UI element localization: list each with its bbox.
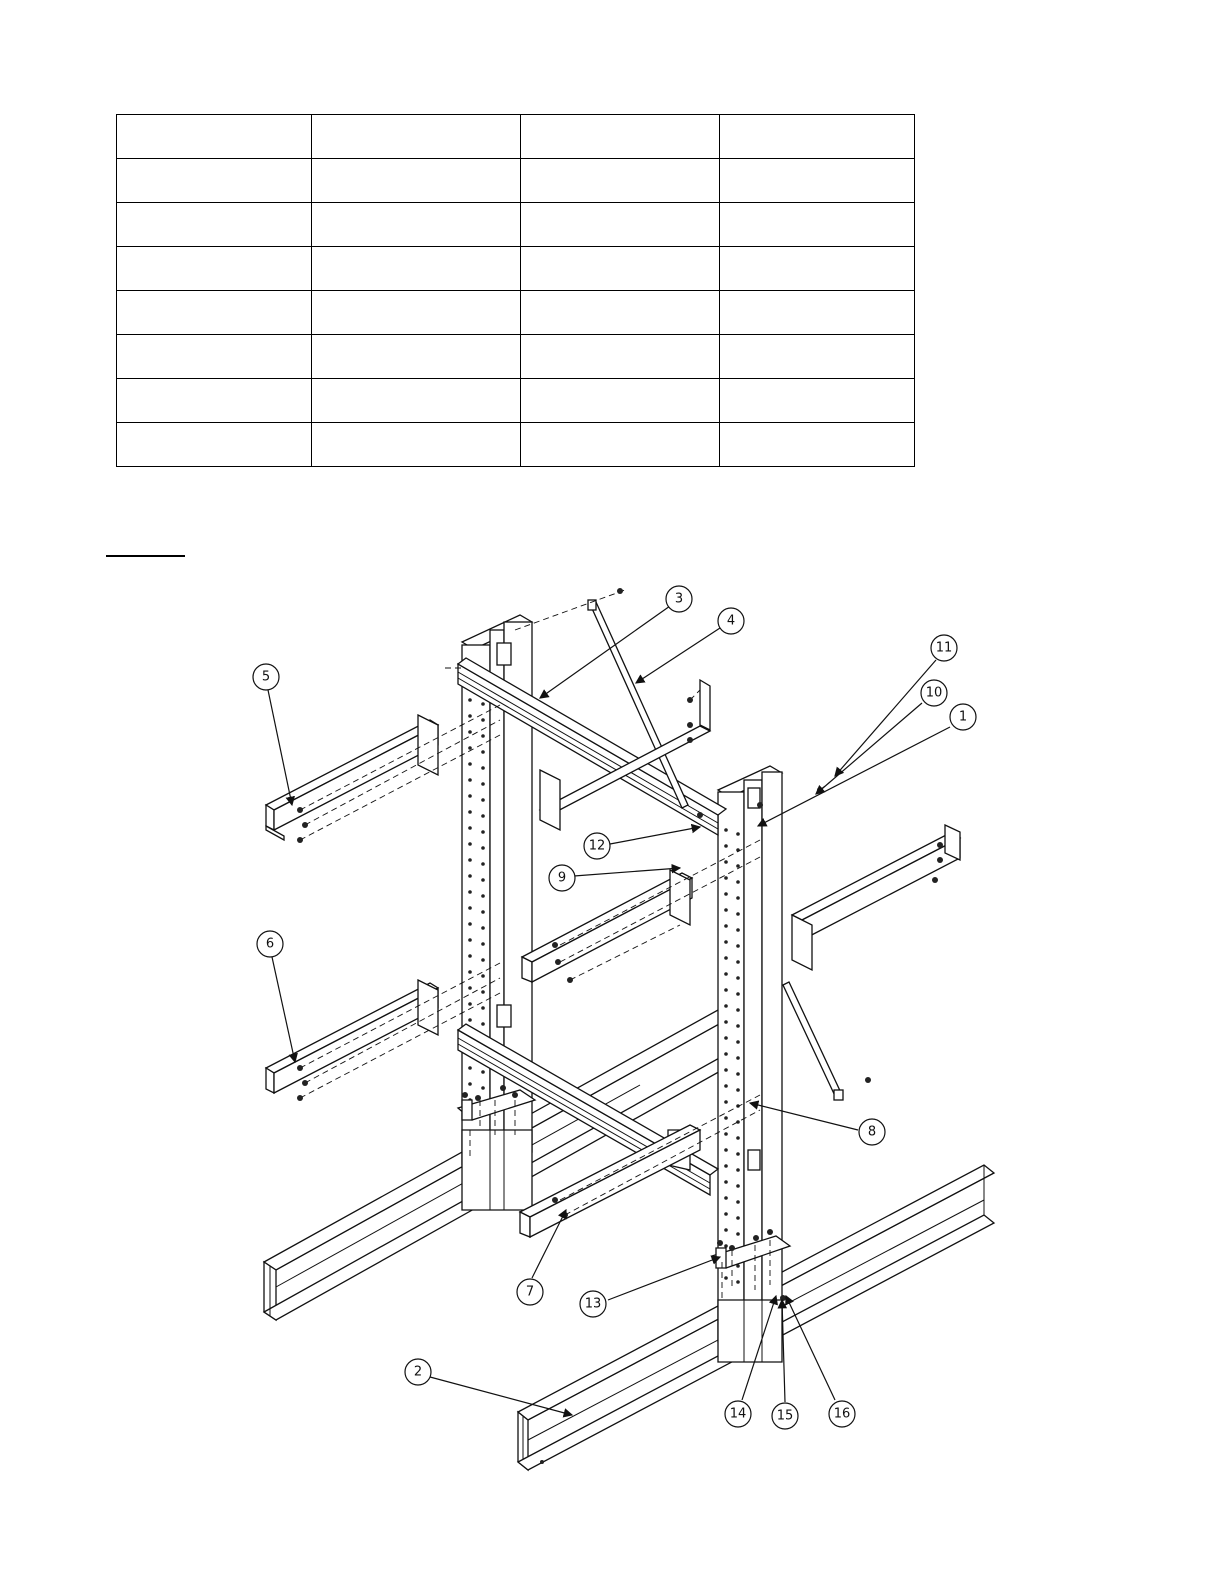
column-hole [736,976,740,980]
column-hole [724,1116,728,1120]
bolt-head [617,588,623,594]
bolt-head [757,802,763,808]
item-balloon-11 [931,635,957,661]
column-hole [468,714,472,718]
column-hole [724,972,728,976]
bolt-head [500,1085,506,1091]
column-hole [736,1216,740,1220]
column-hole [736,944,740,948]
bolt-head [687,697,693,703]
column-hole [468,762,472,766]
column-hole [481,878,485,882]
bolt-head [552,942,558,948]
table-cell [312,159,521,203]
table-cell [312,379,521,423]
bolt-head [297,1065,303,1071]
bolt-head [729,1245,735,1251]
column-hole [736,928,740,932]
column-hole [468,1066,472,1070]
bolt-head [552,1197,558,1203]
column-hole [468,954,472,958]
column-hole [481,846,485,850]
bolt-head [512,1092,518,1098]
column-hole [724,940,728,944]
bolt-head [297,837,303,843]
column-hole [736,864,740,868]
svg-text:10: 10 [925,685,943,701]
column-hole [736,832,740,836]
svg-text:13: 13 [584,1296,602,1312]
arm-center [522,870,692,982]
svg-text:12: 12 [588,838,606,854]
svg-text:15: 15 [776,1408,794,1424]
column-hole [468,906,472,910]
column-hole [736,1056,740,1060]
svg-text:1: 1 [958,709,968,725]
svg-text:14: 14 [729,1406,747,1422]
svg-text:7: 7 [525,1284,535,1300]
column-hole [724,876,728,880]
column-hole [724,1212,728,1216]
column-hole [724,828,728,832]
column-hole [468,810,472,814]
svg-text:11: 11 [935,640,953,656]
column-hole [481,1006,485,1010]
table-cell [720,247,915,291]
column-hole [481,782,485,786]
bolt-head [697,812,703,818]
column-hole [736,1120,740,1124]
column-hole [468,1082,472,1086]
item-balloon-5 [253,664,279,690]
column-hole [736,1280,740,1284]
column-hole [481,766,485,770]
bolt-head [462,1092,468,1098]
column-hole [736,1200,740,1204]
table-row [117,159,915,203]
column-hole [481,1022,485,1026]
bolt-head [932,877,938,883]
table-cell [521,335,720,379]
column-hole [724,1020,728,1024]
arm-upper-left [266,715,438,840]
bolt-head [475,1095,481,1101]
column-right [718,766,782,1362]
column-hole [481,1070,485,1074]
item-balloon-16 [829,1401,855,1427]
column-hole [724,1228,728,1232]
table-cell [312,291,521,335]
column-hole [736,1072,740,1076]
column-hole [736,1168,740,1172]
table-cell [117,159,312,203]
column-hole [481,862,485,866]
table-cell [117,247,312,291]
table-row [117,335,915,379]
column-hole [736,1184,740,1188]
column-hole [481,974,485,978]
table-cell [312,423,521,467]
column-hole [724,1084,728,1088]
column-hole [724,988,728,992]
column-hole [468,698,472,702]
column-hole [724,1180,728,1184]
table-cell [521,291,720,335]
item-balloon-12 [584,833,610,859]
column-hole [736,960,740,964]
column-hole [724,860,728,864]
table-cell [117,335,312,379]
table-cell [117,115,312,159]
diagonal-brace-lower [783,982,843,1100]
column-hole [724,1196,728,1200]
table-cell [117,203,312,247]
bolt-head [753,1235,759,1241]
column-hole [468,970,472,974]
item-balloon-14 [725,1401,751,1427]
column-hole [481,942,485,946]
table-cell [720,159,915,203]
bolt-head [567,977,573,983]
column-hole [468,890,472,894]
column-hole [736,1232,740,1236]
table-cell [720,335,915,379]
column-hole [736,1040,740,1044]
column-hole [736,1152,740,1156]
item-balloon-8 [859,1119,885,1145]
table-cell [720,423,915,467]
item-balloon-6 [257,931,283,957]
table-row [117,291,915,335]
table-cell [117,379,312,423]
bolt-head [937,842,943,848]
column-hole [724,1132,728,1136]
item-balloon-2 [405,1359,431,1385]
bolt-head [687,722,693,728]
column-hole [468,730,472,734]
column-hole [481,1086,485,1090]
bolt-head [297,807,303,813]
table-cell [117,423,312,467]
table-row [117,379,915,423]
svg-text:6: 6 [265,936,275,952]
column-hole [736,1024,740,1028]
table-row [117,423,915,467]
table-cell [521,379,720,423]
table-cell [312,203,521,247]
column-hole [481,814,485,818]
column-hole [736,992,740,996]
svg-text:2: 2 [413,1364,423,1380]
table-cell [720,203,915,247]
table-cell [720,115,915,159]
column-hole [736,1136,740,1140]
item-balloon-9 [549,865,575,891]
column-hole [481,990,485,994]
item-balloon-7 [517,1279,543,1305]
column-hole [468,778,472,782]
svg-text:4: 4 [726,613,736,629]
column-hole [724,1004,728,1008]
column-hole [736,912,740,916]
column-hole [468,874,472,878]
bolt-head [687,737,693,743]
column-hole [724,1244,728,1248]
svg-text:9: 9 [557,870,567,886]
item-balloon-4 [718,608,744,634]
parts-table [116,114,915,467]
bolt-head [302,1080,308,1086]
column-hole [468,986,472,990]
column-hole [724,1068,728,1072]
bolt-head [555,959,561,965]
column-hole [736,1088,740,1092]
column-hole [724,956,728,960]
item-balloon-15 [772,1403,798,1429]
svg-text:16: 16 [833,1406,851,1422]
table-cell [312,115,521,159]
bolt-head [717,1240,723,1246]
column-hole [481,830,485,834]
table-cell [312,247,521,291]
svg-text:3: 3 [674,591,684,607]
table-cell [521,203,720,247]
column-hole [468,1002,472,1006]
column-hole [468,746,472,750]
column-hole [724,924,728,928]
section-heading-underline [106,555,185,557]
column-hole [724,1100,728,1104]
table-cell [720,379,915,423]
column-hole [724,1276,728,1280]
bolt-head [297,1095,303,1101]
column-hole [468,794,472,798]
bolt-head [767,1229,773,1235]
column-hole [481,910,485,914]
arm-lower-left [266,980,438,1093]
bolt-head [302,822,308,828]
column-hole [736,1008,740,1012]
column-hole [481,798,485,802]
item-balloon-3 [666,586,692,612]
column-hole [481,734,485,738]
table-cell [312,335,521,379]
svg-text:5: 5 [261,669,271,685]
column-hole [468,842,472,846]
arm-lower-center [520,1125,700,1237]
bolt-head [937,857,943,863]
item-balloons [253,586,976,1429]
table-cell [521,115,720,159]
column-hole [468,1018,472,1022]
column-hole [481,958,485,962]
bolt-head [865,1077,871,1083]
table-row [117,247,915,291]
item-balloon-1 [950,704,976,730]
table-row [117,115,915,159]
item-balloon-13 [580,1291,606,1317]
column-hole [481,750,485,754]
arm-right [792,825,960,970]
table-cell [521,159,720,203]
column-hole [724,892,728,896]
bolt-head [780,1295,786,1301]
column-hole [481,926,485,930]
column-hole [724,1052,728,1056]
column-hole [724,1148,728,1152]
column-hole [468,938,472,942]
svg-text:8: 8 [867,1124,877,1140]
column-hole [468,858,472,862]
table-row [117,203,915,247]
column-hole [724,908,728,912]
column-hole [468,922,472,926]
table-cell [521,247,720,291]
table-cell [117,291,312,335]
exploded-assembly-drawing [0,560,1224,1584]
table-cell [720,291,915,335]
item-balloon-10 [921,680,947,706]
column-hole [481,894,485,898]
column-hole [724,844,728,848]
column-hole [724,1036,728,1040]
column-hole [468,826,472,830]
column-hole [736,896,740,900]
column-hole [736,880,740,884]
column-hole [724,1164,728,1168]
column-hole [481,702,485,706]
table-cell [521,423,720,467]
column-hole [481,718,485,722]
